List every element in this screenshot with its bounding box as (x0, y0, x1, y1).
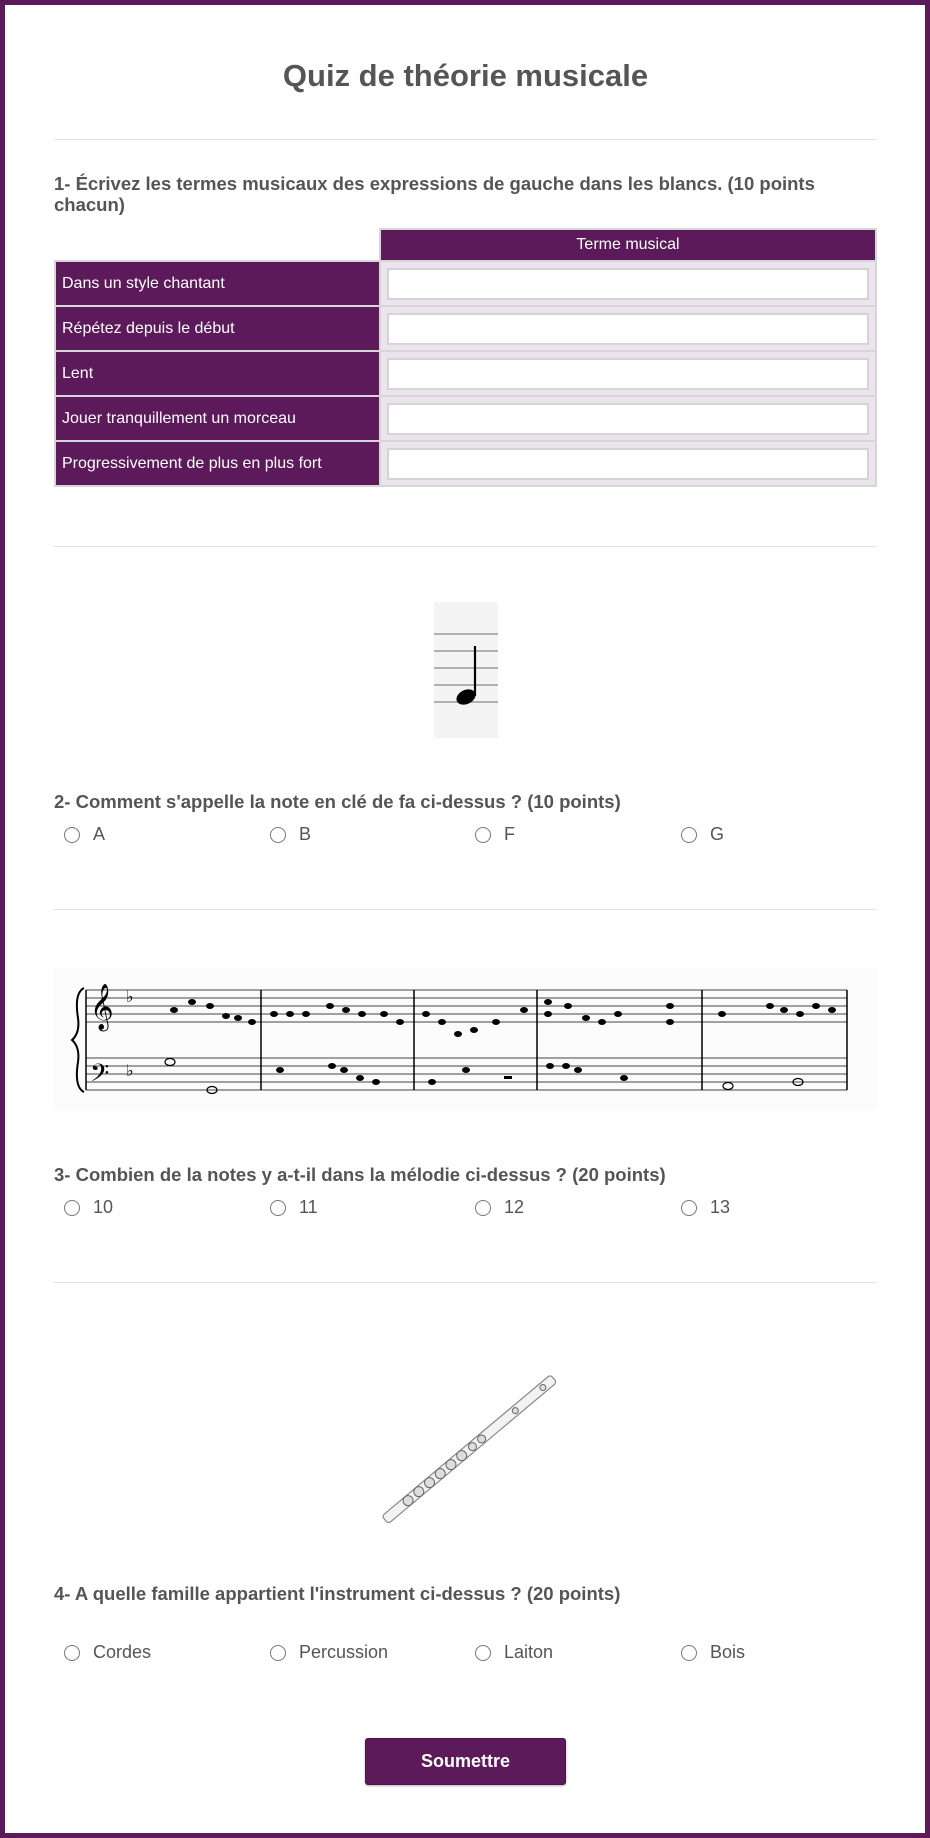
radio-button[interactable] (681, 1200, 697, 1216)
quarter-note-image (434, 602, 498, 738)
term-input-5[interactable] (387, 448, 869, 480)
svg-text:♭: ♭ (126, 987, 134, 1006)
column-header-terme-musical: Terme musical (380, 229, 876, 261)
question-1-title: 1- Écrivez les termes musicaux des expressions de gauche dans les blancs. (10 points chacun) (54, 173, 815, 215)
term-input-4[interactable] (387, 403, 869, 435)
svg-text:𝄞: 𝄞 (90, 984, 114, 1030)
term-input-2[interactable] (387, 313, 869, 345)
option-f[interactable]: F (465, 824, 515, 845)
option-a[interactable]: A (54, 824, 105, 845)
option-10[interactable]: 10 (54, 1197, 113, 1218)
option-cordes[interactable]: Cordes (54, 1642, 151, 1663)
term-input-1[interactable] (387, 268, 869, 300)
radio-button[interactable] (270, 1200, 286, 1216)
option-11[interactable]: 11 (260, 1197, 318, 1218)
divider (54, 909, 877, 910)
option-percussion[interactable]: Percussion (260, 1642, 388, 1663)
radio-button[interactable] (475, 1645, 491, 1661)
table-row (55, 351, 876, 396)
divider (54, 139, 877, 140)
question-2-options (54, 824, 877, 848)
option-13[interactable]: 13 (671, 1197, 730, 1218)
radio-button[interactable] (475, 827, 491, 843)
page-title: Quiz de théorie musicale (282, 58, 649, 93)
sheet-music-image (54, 968, 877, 1110)
question-2-title: 2- Comment s'appelle la note en clé de fa ci-dessus ? (10 points) (54, 791, 621, 812)
row-label: Répétez depuis le début (55, 306, 380, 351)
option-12[interactable]: 12 (465, 1197, 524, 1218)
option-laiton[interactable]: Laiton (465, 1642, 553, 1663)
table-row (55, 441, 876, 486)
radio-button[interactable] (681, 1645, 697, 1661)
option-b[interactable]: B (260, 824, 311, 845)
svg-text:♭: ♭ (126, 1061, 134, 1080)
question-4-title: 4- A quelle famille appartient l'instrument ci-dessus ? (20 points) (54, 1583, 621, 1604)
table-row (55, 261, 876, 306)
option-bois[interactable]: Bois (671, 1642, 745, 1663)
radio-button[interactable] (681, 827, 697, 843)
question-3-options (54, 1197, 877, 1221)
question-1-matrix (54, 228, 877, 487)
radio-button[interactable] (270, 827, 286, 843)
radio-button[interactable] (64, 1645, 80, 1661)
svg-text:𝄢: 𝄢 (90, 1059, 110, 1094)
term-input-3[interactable] (387, 358, 869, 390)
divider (54, 546, 877, 547)
flute-image (370, 1360, 570, 1540)
row-label: Dans un style chantant (55, 261, 380, 306)
submit-button[interactable]: Soumettre (365, 1738, 566, 1785)
row-label: Lent (55, 351, 380, 396)
radio-button[interactable] (270, 1645, 286, 1661)
row-label: Progressivement de plus en plus fort (55, 441, 380, 486)
option-g[interactable]: G (671, 824, 724, 845)
question-3-title: 3- Combien de la notes y a-t-il dans la mélodie ci-dessus ? (20 points) (54, 1164, 666, 1185)
question-4-options (54, 1642, 877, 1666)
row-label: Jouer tranquillement un morceau (55, 396, 380, 441)
radio-button[interactable] (64, 1200, 80, 1216)
table-row (55, 396, 876, 441)
radio-button[interactable] (64, 827, 80, 843)
table-row (55, 306, 876, 351)
divider (54, 1282, 877, 1283)
radio-button[interactable] (475, 1200, 491, 1216)
